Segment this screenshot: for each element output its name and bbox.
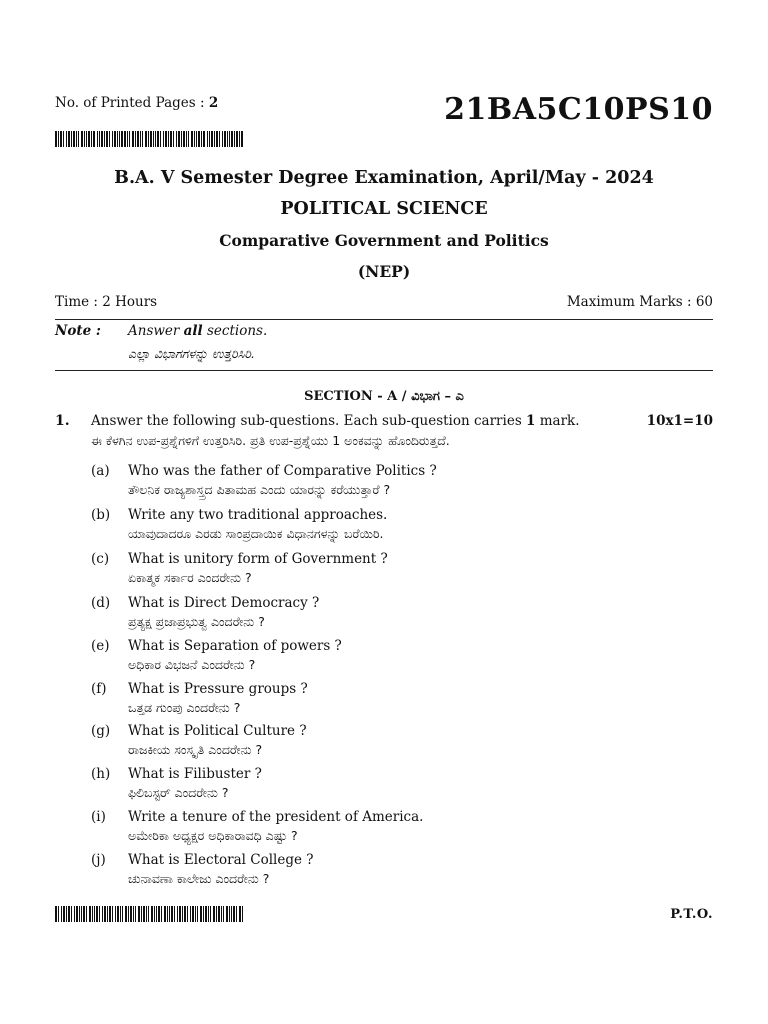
subquestion-f xyxy=(91,681,691,725)
subquestion-english: What is Filibuster ? xyxy=(128,766,262,782)
subquestion-kannada: ರಾಜಕೀಯ ಸಂಸ್ಕೃತಿ ಎಂದರೇನು ? xyxy=(128,742,263,757)
subquestion-kannada: ಏಕಾತ್ಮಕ ಸರ್ಕಾರ ಎಂದರೇನು ? xyxy=(128,570,252,585)
paper-code: 21BA5C10PS10 xyxy=(444,92,713,127)
note-text-post: sections. xyxy=(202,323,268,339)
subquestion-kannada: ಅಧಿಕಾರ ವಿಭಜನೆ ಎಂದರೇನು ? xyxy=(128,657,256,672)
subquestion-label: (g) xyxy=(91,723,111,739)
max-marks-label: Maximum Marks : 60 xyxy=(566,294,713,310)
subquestion-label: (c) xyxy=(91,551,110,567)
subquestion-h xyxy=(91,766,691,810)
subquestion-b xyxy=(91,507,691,551)
section-a-heading: SECTION - A / ವಿಭಾಗ – ಎ xyxy=(304,389,464,404)
subquestion-j xyxy=(91,852,691,896)
subquestion-kannada: ಒತ್ತಡ ಗುಂಪು ಎಂದರೇನು ? xyxy=(128,700,241,715)
subquestion-kannada: ಫಿಲಿಬಸ್ಟರ್ ಎಂದರೇನು ? xyxy=(128,785,229,800)
subquestion-label: (a) xyxy=(91,463,110,479)
question-text-post: mark. xyxy=(535,413,580,429)
subquestion-english: What is Direct Democracy ? xyxy=(128,595,320,611)
question-text xyxy=(91,413,580,429)
note-kannada: ಎಲ್ಲಾ ವಿಭಾಗಗಳನ್ನು ಉತ್ತರಿಸಿರಿ. xyxy=(128,346,255,361)
divider-bottom xyxy=(55,370,713,371)
note-label: Note : xyxy=(55,323,101,339)
subquestion-d xyxy=(91,595,691,639)
scheme-label: (NEP) xyxy=(357,262,411,281)
question-text-pre: Answer the following sub-questions. Each sub-question carries xyxy=(91,413,527,429)
subquestion-i xyxy=(91,809,691,853)
subject-title: POLITICAL SCIENCE xyxy=(280,199,488,219)
barcode-top xyxy=(55,131,243,147)
subquestion-e xyxy=(91,638,691,682)
exam-title: B.A. V Semester Degree Examination, April/May - 2024 xyxy=(114,168,654,188)
subquestion-label: (h) xyxy=(91,766,111,782)
subquestion-label: (f) xyxy=(91,681,107,697)
subquestion-label: (i) xyxy=(91,809,106,825)
question-text-bold: 1 xyxy=(526,413,536,429)
subquestion-english: Write a tenure of the president of America. xyxy=(128,809,424,825)
note-text-bold: all xyxy=(183,323,203,339)
subquestion-label: (b) xyxy=(91,507,111,523)
barcode-bottom xyxy=(55,906,243,922)
subquestion-kannada: ತೌಲನಿಕ ರಾಜ್ಯಶಾಸ್ತ್ರದ ಪಿತಾಮಹ ಎಂದು ಯಾರನ್ನು ಕರೆಯುತ್ತಾರೆ ? xyxy=(128,482,391,497)
subquestion-kannada: ಪ್ರತ್ಯಕ್ಷ ಪ್ರಜಾಪ್ರಭುತ್ವ ಎಂದರೇನು ? xyxy=(128,614,265,629)
divider-top xyxy=(55,319,713,320)
subquestion-kannada: ಚುನಾವಣಾ ಕಾಲೇಜು ಎಂದರೇನು ? xyxy=(128,871,270,886)
subquestion-c xyxy=(91,551,691,595)
question-marks: 10x1=10 xyxy=(646,413,713,429)
paper-title: Comparative Government and Politics xyxy=(219,231,549,250)
subquestion-label: (d) xyxy=(91,595,111,611)
subquestion-english: Who was the father of Comparative Politics ? xyxy=(128,463,437,479)
subquestion-kannada: ಯಾವುದಾದರೂ ಎರಡು ಸಾಂಪ್ರದಾಯಿಕ ವಿಧಾನಗಳನ್ನು ಬರೆಯಿರಿ. xyxy=(128,526,384,541)
subquestion-english: What is Electoral College ? xyxy=(128,852,314,868)
subquestion-english: What is Separation of powers ? xyxy=(128,638,342,654)
printed-pages xyxy=(55,95,218,111)
subquestion-english: What is Pressure groups ? xyxy=(128,681,308,697)
note-text xyxy=(128,323,267,339)
subquestion-a xyxy=(91,463,691,507)
question-number: 1. xyxy=(55,413,70,429)
pto-label: P.T.O. xyxy=(670,907,713,922)
printed-pages-label: No. of Printed Pages : xyxy=(55,95,209,111)
note-text-pre: Answer xyxy=(128,323,184,339)
subquestion-kannada: ಅಮೇರಿಕಾ ಅಧ್ಯಕ್ಷರ ಅಧಿಕಾರಾವಧಿ ಎಷ್ಟು ? xyxy=(128,828,298,843)
subquestion-label: (j) xyxy=(91,852,106,868)
subquestion-english: What is Political Culture ? xyxy=(128,723,307,739)
question-kannada: ಈ ಕೆಳಗಿನ ಉಪ-ಪ್ರಶ್ನೆಗಳಿಗೆ ಉತ್ತರಿಸಿರಿ. ಪ್ರತಿ ಉಪ-ಪ್ರಶ್ನೆಯು 1 ಅಂಕವನ್ನು ಹೊಂದಿರುತ್ತದೆ. xyxy=(91,433,450,448)
subquestion-label: (e) xyxy=(91,638,110,654)
time-label: Time : 2 Hours xyxy=(55,294,158,310)
subquestion-english: Write any two traditional approaches. xyxy=(128,507,388,523)
printed-pages-value: 2 xyxy=(208,95,219,111)
subquestion-english: What is unitory form of Government ? xyxy=(128,551,388,567)
subquestion-g xyxy=(91,723,691,767)
